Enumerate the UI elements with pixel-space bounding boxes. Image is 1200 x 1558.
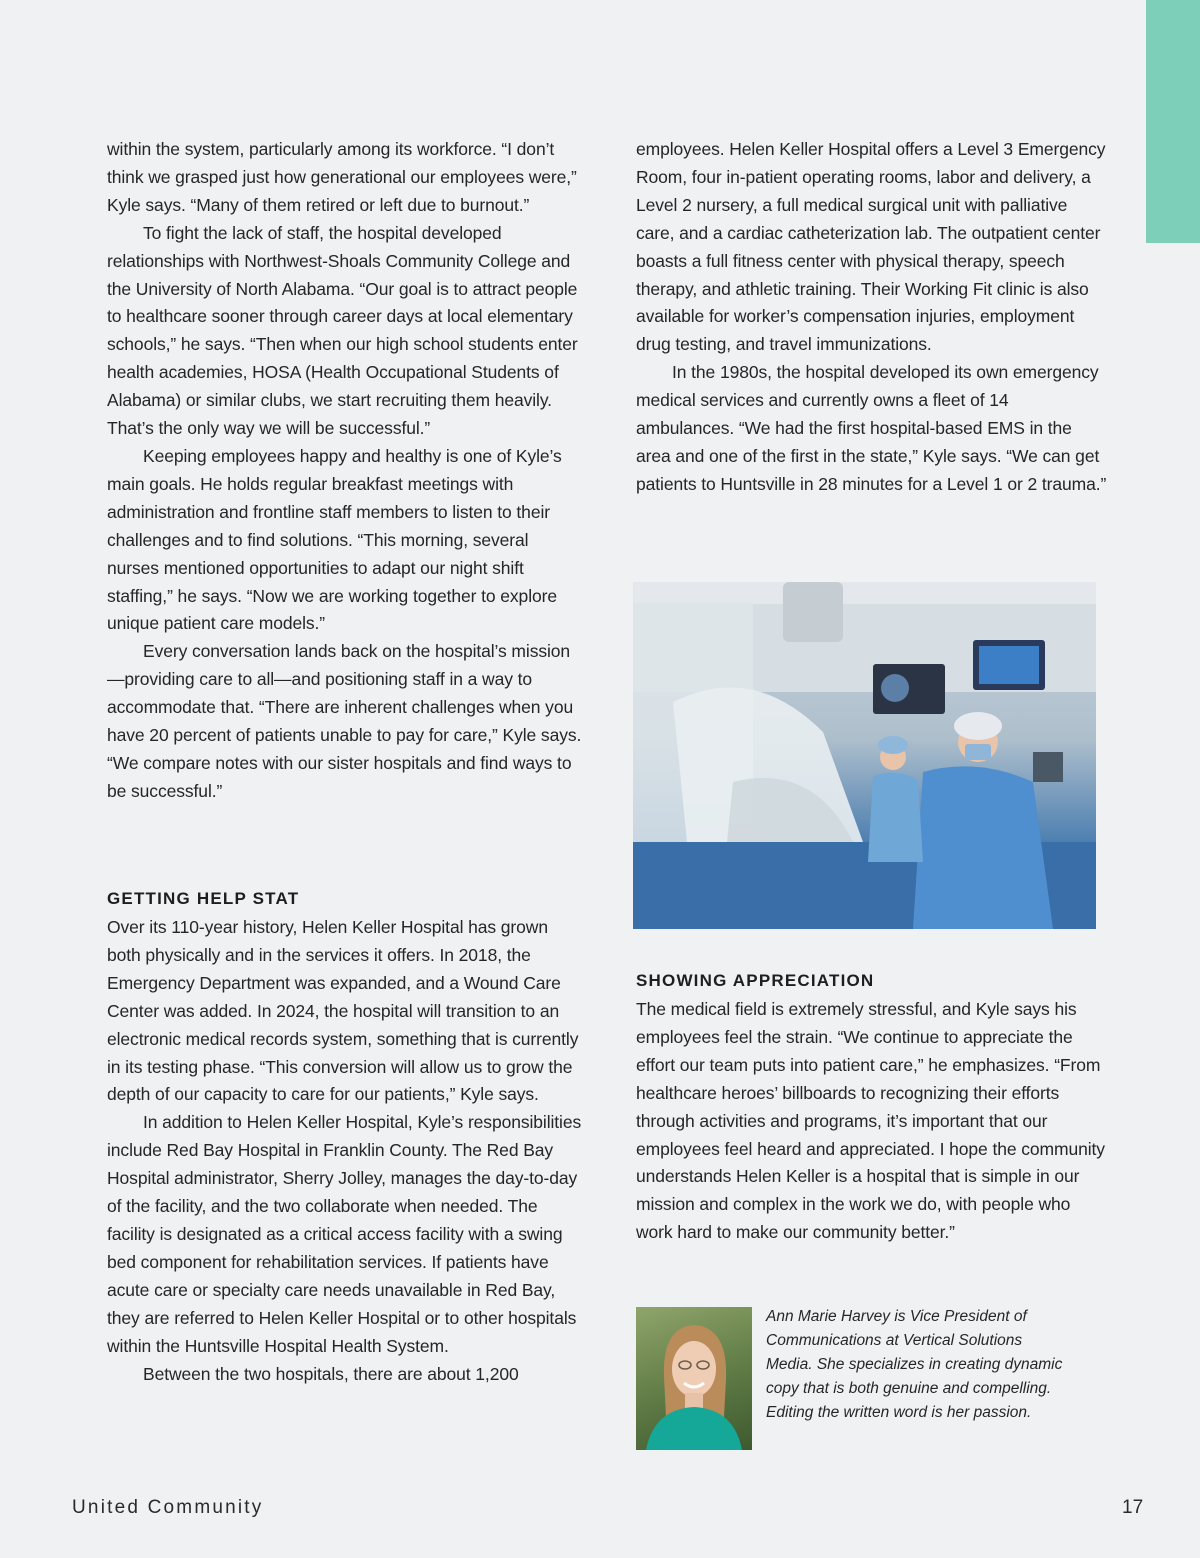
body-paragraph: Keeping employees happy and healthy is one of Kyle’s main goals. He holds regular breakfast meetings with administration and frontline staff members to listen to their challenges and to find solutions. “This morning, several nurses mentioned opportunities to adapt our night shift staffing,” he says. “Now we are working together to explore unique patient care models.”: [107, 445, 562, 634]
body-paragraph: within the system, particularly among its workforce. “I don’t think we grasped just how generational our employees were,” Kyle says. “Many of them retired or left due to burnout.”: [107, 139, 577, 215]
right-column: [636, 136, 1110, 499]
left-column: [107, 136, 583, 806]
author-portrait-photo: [636, 1307, 752, 1450]
left-column-section-2: [107, 914, 583, 1388]
page-number: 17: [1122, 1497, 1144, 1518]
body-paragraph: In addition to Helen Keller Hospital, Kyle’s responsibilities include Red Bay Hospital in Franklin County. The Red Bay Hospital administrator, Sherry Jolley, manages the day-to-day of the facility, and the two collaborate when needed. The facility is designated as a critical access facility with a swing bed component for rehabilitation services. If patients have acute care or specialty care needs unavailable in Red Bay, they are referred to Helen Keller Hospital or to other hospitals within the Huntsville Hospital Health System.: [107, 1112, 582, 1356]
section-heading-getting-help-stat: GETTING HELP STAT: [107, 889, 300, 908]
body-paragraph: In the 1980s, the hospital developed its own emergency medical services and currently owns a fleet of 14 ambulances. “We had the first hospital-based EMS in the area and one of the first in the state,” Kyle says. “We can get patients to Huntsville in 28 minutes for a Level 1 or 2 trauma.”: [636, 362, 1107, 494]
body-paragraph: Every conversation lands back on the hospital’s mission—providing care to all—and positioning staff in a way to accommodate that. “There are inherent challenges when you have 20 percent of patients unable to pay for care,” Kyle says. “We compare notes with our sister hospitals and find ways to be successful.”: [107, 641, 582, 801]
body-paragraph: Over its 110-year history, Helen Keller Hospital has grown both physically and in the services it offers. In 2018, the Emergency Department was expanded, and a Wound Care Center was added. In 2024, the hospital will transition to an electronic medical records system, something that is currently in its testing phase. “This conversion will allow us to grow the depth of our capacity to care for our patients,” Kyle says.: [107, 917, 579, 1105]
body-paragraph: The medical field is extremely stressful, and Kyle says his employees feel the strain. “We continue to appreciate the effort our team puts into patient care,” he emphasizes. “From healthcare heroes’ billboards to recognizing their efforts through activities and programs, it’s important that our employees feel heard and appreciated. I hope the community understands Helen Keller is a hospital that is simple in our mission and complex in the work we do, with people who work hard to make our community better.”: [636, 999, 1105, 1243]
publication-name: United Community: [72, 1497, 264, 1518]
author-bio: Ann Marie Harvey is Vice President of Communications at Vertical Solutions Media. She specializes in creating dynamic copy that is both genuine and compelling. Editing the written word is her passion.: [766, 1308, 1063, 1421]
right-column-section-2: [636, 996, 1110, 1247]
surgery-room-photo: [633, 582, 1096, 929]
section-accent-tab: [1146, 0, 1200, 243]
body-paragraph: employees. Helen Keller Hospital offers a Level 3 Emergency Room, four in-patient operating rooms, labor and delivery, a Level 2 nursery, a full medical surgical unit with palliative care, and a cardiac catheterization lab. The outpatient center boasts a full fitness center with physical therapy, speech therapy, and athletic training. Their Working Fit clinic is also available for worker’s compensation injuries, employment drug testing, and travel immunizations.: [636, 139, 1106, 355]
section-heading-showing-appreciation: SHOWING APPRECIATION: [636, 971, 875, 990]
body-paragraph: Between the two hospitals, there are about 1,200: [143, 1363, 519, 1384]
body-paragraph: To fight the lack of staff, the hospital developed relationships with Northwest-Shoals Community College and the University of North Alabama. “Our goal is to attract people to healthcare sooner through career days at local elementary schools,” he says. “Then when our high school students enter health academies, HOSA (Health Occupational Students of Alabama) or similar clubs, we start recruiting them heavily. That’s the only way we will be successful.”: [107, 222, 578, 439]
